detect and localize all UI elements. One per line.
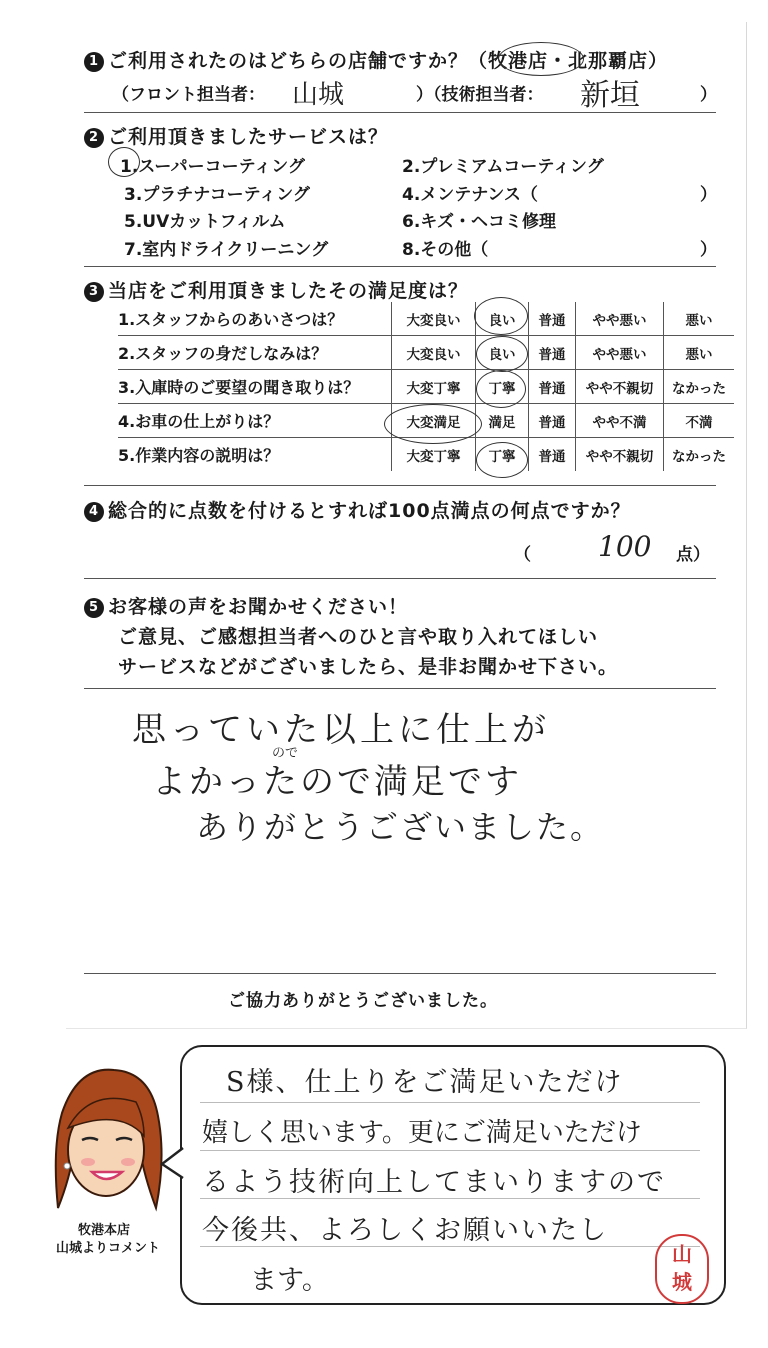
paren-close: ） xyxy=(700,185,717,205)
divider xyxy=(84,973,716,974)
question-text: 当店をご利用頂きましたその満足度は？ xyxy=(108,280,469,302)
rating-option: 不満 xyxy=(664,404,735,438)
rating-option: 丁寧 xyxy=(476,370,529,404)
divider xyxy=(84,688,716,689)
staff-avatar xyxy=(40,1058,170,1218)
ruled-line xyxy=(200,1102,700,1103)
service-option: 6.キズ・ヘコミ修理 xyxy=(402,212,556,232)
satisfaction-row xyxy=(118,302,734,336)
separator: ・ xyxy=(548,50,569,72)
rating-option: やや悪い xyxy=(576,336,664,370)
question-text: ご利用されたのはどちらの店舗ですか？（ xyxy=(108,50,489,72)
rating-option: やや悪い xyxy=(576,302,664,336)
avatar-caption xyxy=(56,1222,176,1258)
row-label: 5.作業内容の説明は？ xyxy=(118,446,280,465)
satisfaction-row xyxy=(118,370,734,404)
rating-option: やや不満 xyxy=(576,404,664,438)
caption-store: 牧港本店 xyxy=(78,1223,131,1238)
name-stamp xyxy=(655,1234,709,1304)
question-number: 3 xyxy=(84,282,104,302)
store-option-kitanaha: 北那覇店 xyxy=(568,50,649,72)
customer-answer-note: ので xyxy=(272,746,299,761)
staff-comment-line: S様、仕上りをご満足いただけ xyxy=(226,1067,624,1098)
stamp-char: 山 xyxy=(672,1242,692,1266)
satisfaction-grid xyxy=(118,302,734,471)
service-option: 1.スーパーコーティング xyxy=(120,157,305,177)
question-5-instruction: ご意見、ご感想担当者へのひと言や取り入れてほしい xyxy=(118,626,599,648)
question-text: お客様の声をお聞かせください！ xyxy=(108,596,409,618)
selection-circle xyxy=(108,147,140,177)
rating-option: 満足 xyxy=(476,404,529,438)
rating-option: なかった xyxy=(664,370,735,404)
score-unit: 点） xyxy=(676,545,710,565)
service-option: 4.メンテナンス（ xyxy=(402,185,538,205)
question-5 xyxy=(84,592,408,619)
question-number: 1 xyxy=(84,52,104,72)
rating-option: 普通 xyxy=(529,302,576,336)
question-3 xyxy=(84,276,468,303)
paren-open: （ xyxy=(514,545,531,565)
tech-staff-label: ）（技術担当者： xyxy=(416,85,544,105)
rating-option: 普通 xyxy=(529,438,576,472)
question-4 xyxy=(84,496,631,523)
paren-close: ） xyxy=(700,85,717,105)
rating-option: 良い xyxy=(476,302,529,336)
rating-option: 普通 xyxy=(529,370,576,404)
front-staff-value: 山城 xyxy=(292,80,345,110)
rating-option: 大変丁寧 xyxy=(392,370,476,404)
stamp-char: 城 xyxy=(672,1270,692,1294)
question-text: ご利用頂きましたサービスは？ xyxy=(108,126,389,148)
score-value: 100 xyxy=(598,530,652,563)
paren-close: ） xyxy=(648,50,669,72)
tech-staff-value: 新垣 xyxy=(580,78,640,113)
rating-option: 悪い xyxy=(664,336,735,370)
question-number: 5 xyxy=(84,598,104,618)
bubble-tail xyxy=(160,1146,184,1180)
front-staff-label: （フロント担当者： xyxy=(112,85,265,105)
question-text: 総合的に点数を付けるとすれば100点満点の何点ですか？ xyxy=(108,500,631,522)
selection-circle xyxy=(476,442,528,478)
rating-option: なかった xyxy=(664,438,735,472)
service-option: 7.室内ドライクリーニング xyxy=(124,240,329,260)
service-option: 2.プレミアムコーティング xyxy=(402,157,604,177)
rating-option: 悪い xyxy=(664,302,735,336)
customer-answer-line: 思っていた以上に仕上が xyxy=(132,710,550,750)
staff-comment-line: るよう技術向上してまいりますので xyxy=(202,1167,666,1198)
thank-you-message: ご協力ありがとうございました。 xyxy=(228,991,498,1011)
rating-option: 大変満足 xyxy=(392,404,476,438)
selection-circle xyxy=(474,297,528,335)
rating-option: 良い xyxy=(476,336,529,370)
divider xyxy=(84,112,716,113)
staff-comment-line: ます。 xyxy=(250,1265,329,1296)
store-option-makiminato: 牧港店 xyxy=(488,50,549,72)
selection-circle xyxy=(476,370,526,408)
staff-comment-line: 嬉しく思います。更にご満足いただけ xyxy=(202,1118,642,1148)
selection-circle xyxy=(498,42,584,76)
caption-author: 山城よりコメント xyxy=(56,1241,161,1256)
ruled-line xyxy=(200,1150,700,1151)
row-label: 2.スタッフの身だしなみは？ xyxy=(118,336,392,370)
question-number: 4 xyxy=(84,502,104,522)
selection-circle xyxy=(384,404,482,444)
question-5-instruction: サービスなどがございましたら、是非お聞かせ下さい。 xyxy=(118,656,619,678)
row-label: 3.入庫時のご要望の聞き取りは？ xyxy=(118,370,392,404)
staff-comment-line: 今後共、よろしくお願いいたし xyxy=(202,1215,608,1246)
selection-circle xyxy=(476,336,528,372)
customer-answer-line: よかったので満足です xyxy=(152,762,522,802)
service-option: 8.その他（ xyxy=(402,240,489,260)
question-2 xyxy=(84,122,388,149)
row-label: 4.お車の仕上がりは？ xyxy=(118,404,392,438)
row-label: 1.スタッフからのあいさつは？ xyxy=(118,302,392,336)
paren-close: ） xyxy=(700,240,717,260)
divider xyxy=(84,485,716,486)
rating-option: 普通 xyxy=(529,404,576,438)
rating-option: 大変良い xyxy=(392,302,476,336)
rating-option: 大変良い xyxy=(392,336,476,370)
rating-option: やや不親切 xyxy=(576,370,664,404)
divider xyxy=(84,266,716,267)
customer-answer-line: ありがとうございました。 xyxy=(196,808,605,846)
question-number: 2 xyxy=(84,128,104,148)
divider xyxy=(84,578,716,579)
rating-option: 大変丁寧 xyxy=(392,438,476,472)
service-option: 3.プラチナコーティング xyxy=(124,185,310,205)
rating-option: 丁寧 xyxy=(476,438,529,472)
rating-option: やや不親切 xyxy=(576,438,664,472)
rating-option: 普通 xyxy=(529,336,576,370)
service-option: 5.UVカットフィルム xyxy=(124,212,286,232)
satisfaction-row xyxy=(118,336,734,370)
